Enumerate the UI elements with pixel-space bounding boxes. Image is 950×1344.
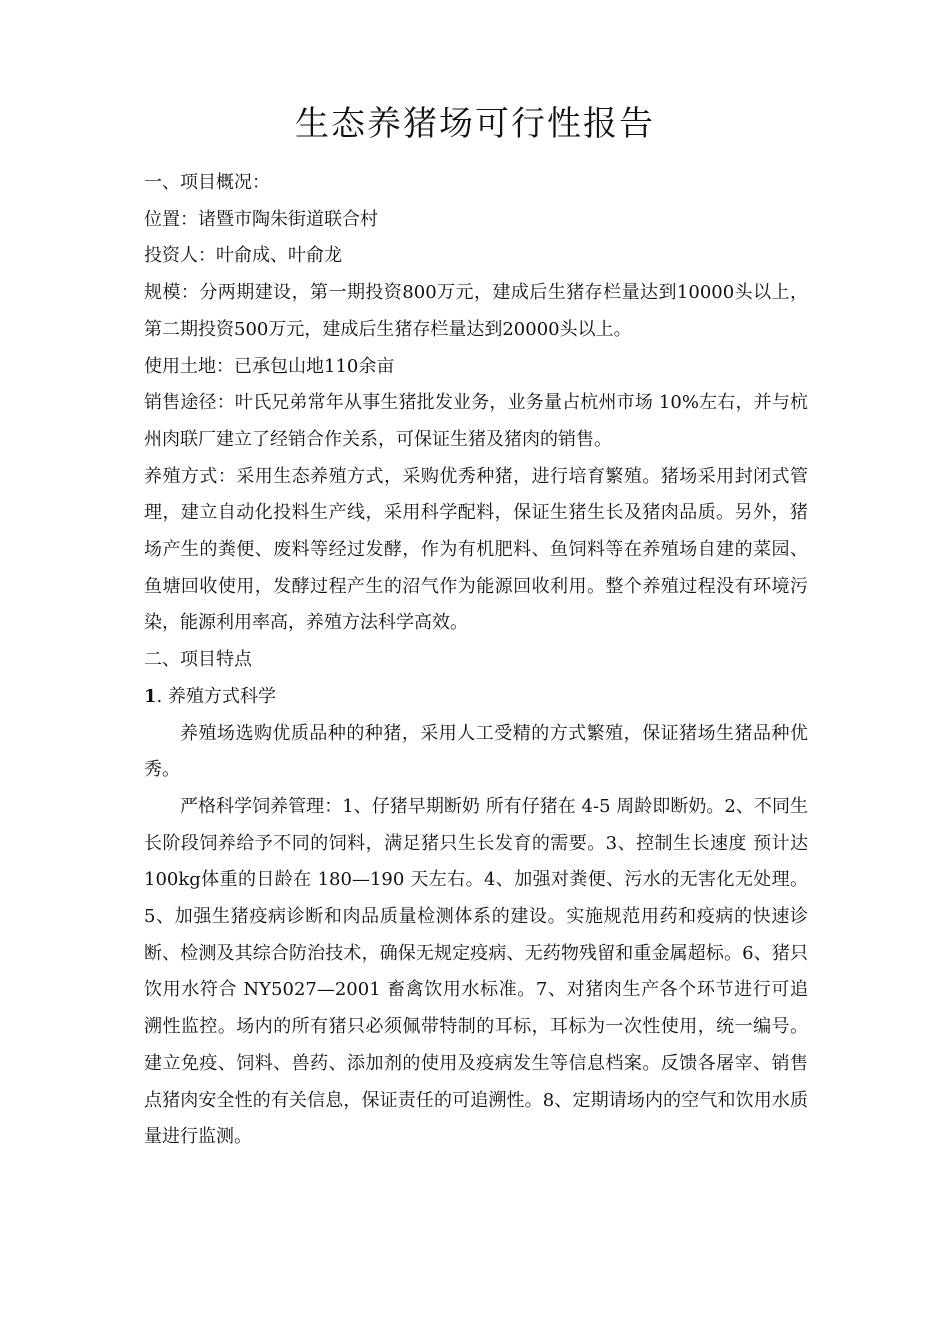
land-use-line: 使用土地：已承包山地110余亩 xyxy=(144,355,395,377)
document-title: 生态养猪场可行性报告 xyxy=(295,104,655,144)
section-heading-features: 二、项目特点 xyxy=(144,649,252,671)
breeding-method-paragraph: 养殖方式：采用生态养殖方式，采购优秀种猪，进行培育繁殖。猪场采用封闭式管理，建立自动化投料生产线，采用科学配料，保证生猪生长及猪肉品质。另外，猪场产生的粪便、废料等经过发酵，作为有机肥料、鱼饲料等在养殖场自建的菜园、鱼塘回收使用，发酵过程产生的沼气作为能源回收利用。整个养殖过程没有环境污染，能源利用率高，养殖方法科学高效。 xyxy=(144,465,808,634)
section-heading-overview: 一、项目概况： xyxy=(144,172,270,193)
document-body xyxy=(144,165,808,1156)
subsection-heading-text: . 养殖方式科学 xyxy=(156,685,276,707)
subsection-heading-1 xyxy=(144,679,808,716)
sales-channel-paragraph: 销售途径：叶氏兄弟常年从事生猪批发业务，业务量占杭州市场 10%左右，并与杭州肉联厂建立了经销合作关系，可保证生猪及猪肉的销售。 xyxy=(144,392,808,450)
breed-selection-paragraph: 养殖场选购优质品种的种猪，采用人工受精的方式繁殖，保证猪场生猪品种优秀。 xyxy=(144,722,808,781)
location-line: 位置：诸暨市陶朱街道联合村 xyxy=(144,208,378,230)
investor-line: 投资人：叶俞成、叶俞龙 xyxy=(144,245,342,267)
subsection-number: 1 xyxy=(144,685,157,707)
feeding-management-paragraph: 严格科学饲养管理：1、仔猪早期断奶 所有仔猪在 4-5 周龄即断奶。2、不同生长阶段饲养给予不同的饲料，满足猪只生长发育的需要。3、控制生长速度 预计达100kg体重的日龄在 180—190 天左右。4、加强对粪便、污水的无害化无处理。5、加强生猪疫病诊断和肉品质量检测体系的建设。实施规范用药和疫病的快速诊断、检测及其综合防治技术，确保无规定疫病、无药物残留和重金属超标。6、猪只饮用水符合 NY5027—2001 畜禽饮用水标准。7、对猪肉生产各个环节进行可追溯性监控。场内的所有猪只必须佩带特制的耳标，耳标为一次性使用，统一编号。建立免疫、饲料、兽药、添加剂的使用及疫病发生等信息档案。反馈各屠宰、销售点猪肉安全性的有关信息，保证责任的可追溯性。8、定期请场内的空气和饮用水质量进行监测。 xyxy=(144,795,808,1148)
scale-paragraph: 规模：分两期建设，第一期投资800万元，建成后生猪存栏量达到10000头以上，第二期投资500万元，建成后生猪存栏量达到20000头以上。 xyxy=(144,282,808,340)
